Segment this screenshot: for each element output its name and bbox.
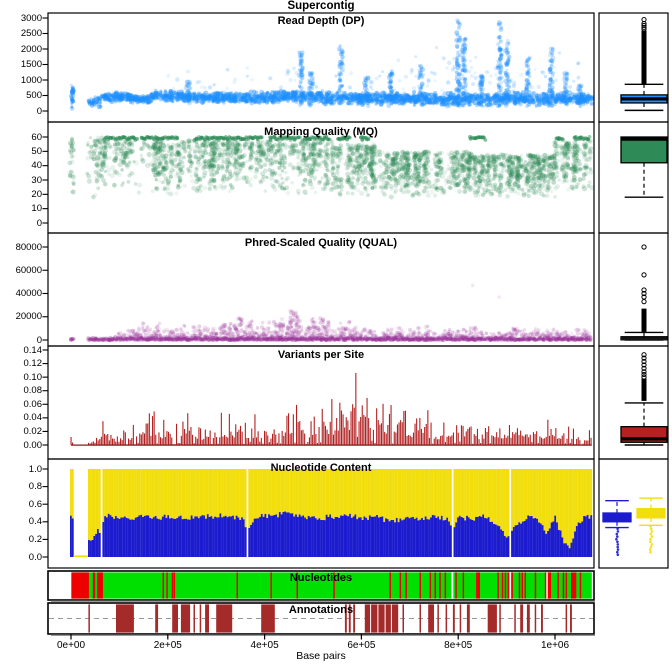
panel-title-variants-per-site: Variants per Site xyxy=(277,349,365,361)
panel-title-nucleotide-content: Nucleotide Content xyxy=(270,462,372,474)
y-tick-label: 40000 xyxy=(15,288,42,299)
x-tick-label: 1e+06 xyxy=(540,640,570,651)
panel-title-annotations: Annotations xyxy=(288,604,354,616)
y-tick-label: 500 xyxy=(26,90,42,101)
y-tick-label: 0.2 xyxy=(28,533,42,545)
y-tick-label: 1500 xyxy=(20,59,42,70)
x-tick-label: 8e+05 xyxy=(444,640,473,651)
y-tick-label: 0.00 xyxy=(23,439,42,451)
y-tick-label: 3000 xyxy=(20,12,42,24)
y-tick-label: 0.8 xyxy=(28,481,42,493)
y-tick-label: 20 xyxy=(31,188,42,200)
x-tick-label: 2e+05 xyxy=(153,640,182,651)
y-tick-label: 60000 xyxy=(15,264,42,276)
y-tick-label: 40 xyxy=(31,160,42,172)
panel-title-phred-quality: Phred-Scaled Quality (QUAL) xyxy=(244,237,398,249)
y-tick-label: 10 xyxy=(31,203,42,215)
y-tick-label: 1.0 xyxy=(28,463,42,475)
y-tick-label: 0.02 xyxy=(23,425,42,437)
y-tick-label: 2500 xyxy=(20,28,42,39)
y-tick-label: 0.12 xyxy=(23,358,42,370)
y-tick-label: 30 xyxy=(31,174,42,186)
y-tick-label: 0.06 xyxy=(23,398,42,410)
y-tick-label: 0.4 xyxy=(28,516,42,528)
y-tick-label: 60 xyxy=(31,131,42,143)
y-tick-label: 1000 xyxy=(20,74,42,86)
y-tick-label: 2000 xyxy=(20,43,42,55)
panel-title-mapping-quality: Mapping Quality (MQ) xyxy=(264,126,378,138)
x-tick-label: 6e+05 xyxy=(347,640,376,651)
panel-title-read-depth: Read Depth (DP) xyxy=(277,15,365,27)
x-tick-label: 0e+00 xyxy=(56,640,86,651)
x-tick-label: 4e+05 xyxy=(250,640,279,651)
y-tick-label: 0.6 xyxy=(28,498,42,510)
y-tick-label: 0 xyxy=(36,105,42,117)
y-tick-label: 0.14 xyxy=(23,344,42,356)
y-tick-label: 0.10 xyxy=(23,371,42,383)
y-tick-label: 80000 xyxy=(15,241,42,253)
figure-title: Supercontig xyxy=(287,0,355,12)
y-tick-label: 0.08 xyxy=(23,385,42,397)
y-tick-label: 0 xyxy=(36,217,42,229)
y-tick-label: 0.04 xyxy=(23,412,42,424)
y-tick-label: 0 xyxy=(36,334,42,346)
y-tick-label: 50 xyxy=(31,145,42,157)
y-tick-label: 20000 xyxy=(15,311,42,323)
panel-title-nucleotides: Nucleotides xyxy=(289,572,353,584)
x-axis-label: Base pairs xyxy=(296,650,346,662)
y-tick-label: 0.0 xyxy=(28,551,42,563)
